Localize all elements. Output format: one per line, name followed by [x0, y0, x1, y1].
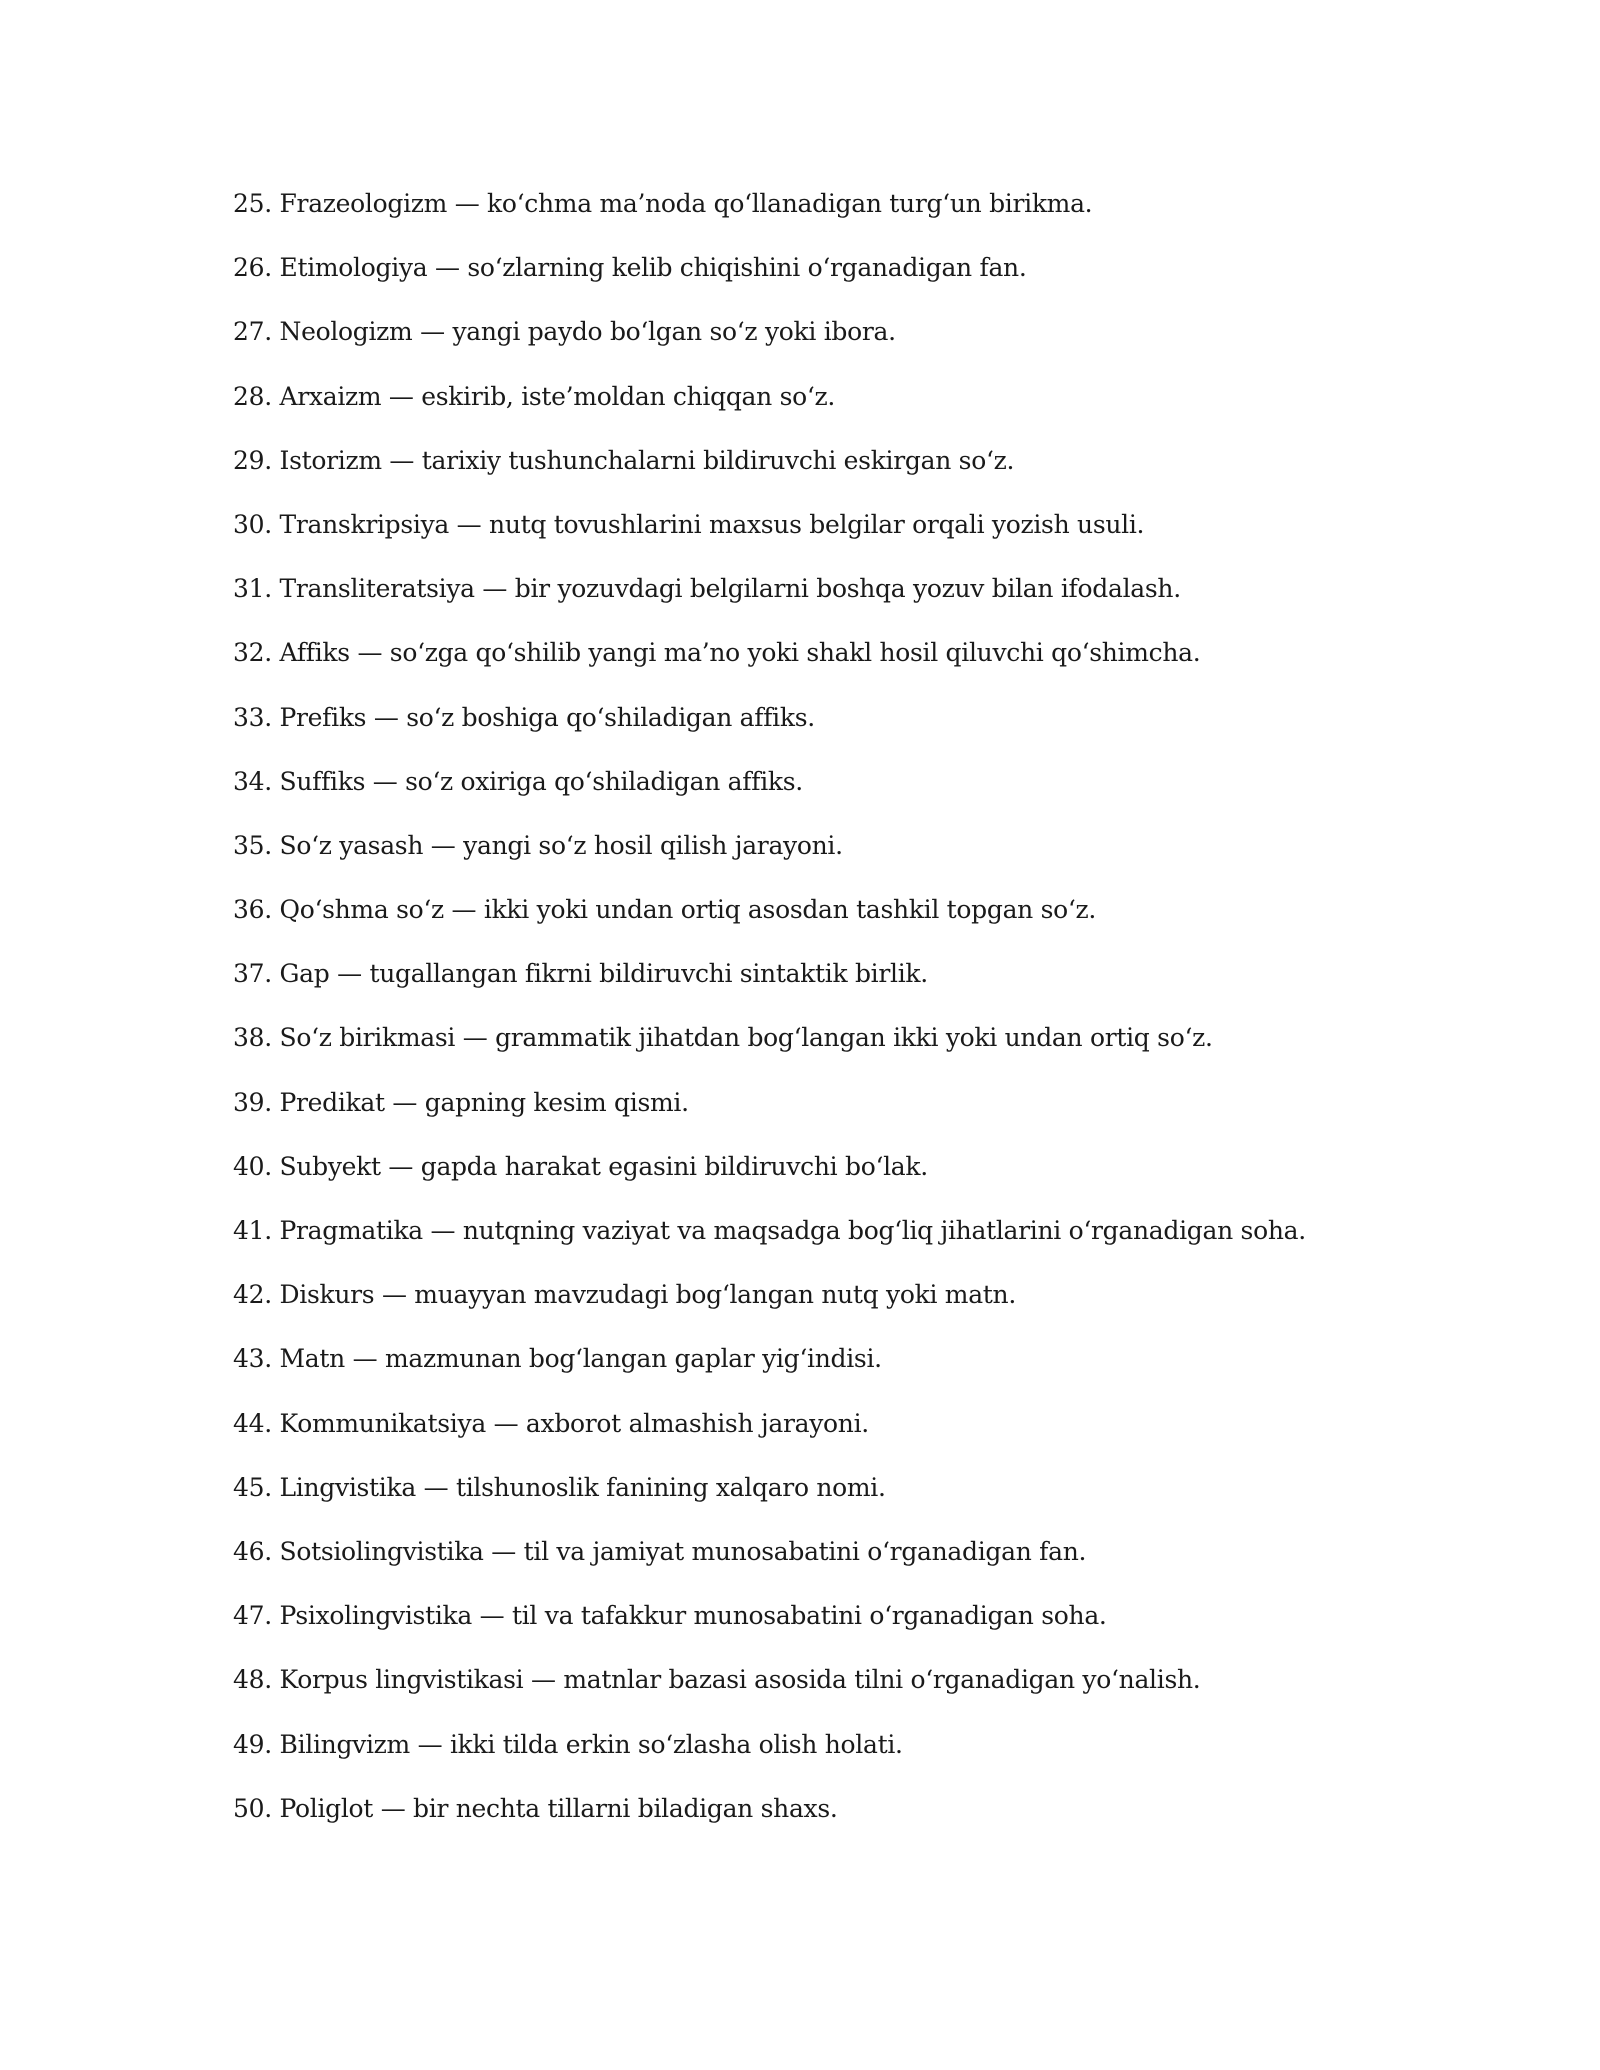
list-item: 34. Suffiks — so‘z oxiriga qo‘shiladigan affiks.	[233, 766, 803, 796]
list-item: 29. Istorizm — tarixiy tushunchalarni bildiruvchi eskirgan so‘z.	[233, 445, 1015, 475]
list-item: 33. Prefiks — so‘z boshiga qo‘shiladigan affiks.	[233, 702, 815, 732]
list-item: 38. So‘z birikmasi — grammatik jihatdan bog‘langan ikki yoki undan ortiq so‘z.	[233, 1023, 1213, 1053]
list-item: 30. Transkripsiya — nutq tovushlarini maxsus belgilar orqali yozish usuli.	[233, 509, 1145, 539]
list-item: 49. Bilingvizm — ikki tilda erkin so‘zlasha olish holati.	[233, 1729, 903, 1759]
list-item: 48. Korpus lingvistikasi — matnlar bazasi asosida tilni o‘rganadigan yo‘nalish.	[233, 1665, 1201, 1695]
list-item: 39. Predikat — gapning kesim qismi.	[233, 1087, 689, 1117]
list-item: 25. Frazeologizm — ko‘chma ma’noda qo‘llanadigan turg‘un birikma.	[233, 189, 1093, 218]
glossary-list	[233, 180, 1433, 1849]
list-item: 50. Poliglot — bir nechta tillarni biladigan shaxs.	[233, 1793, 838, 1823]
list-item: 43. Matn — mazmunan bog‘langan gaplar yig‘indisi.	[233, 1344, 882, 1374]
list-item: 44. Kommunikatsiya — axborot almashish jarayoni.	[233, 1408, 869, 1438]
list-item: 31. Transliteratsiya — bir yozuvdagi belgilarni boshqa yozuv bilan ifodalash.	[233, 574, 1181, 604]
list-item: 45. Lingvistika — tilshunoslik fanining xalqaro nomi.	[233, 1472, 886, 1502]
list-item: 42. Diskurs — muayyan mavzudagi bog‘langan nutq yoki matn.	[233, 1280, 1017, 1310]
list-item: 41. Pragmatika — nutqning vaziyat va maqsadga bog‘liq jihatlarini o‘rganadigan soha.	[233, 1216, 1306, 1245]
list-item: 40. Subyekt — gapda harakat egasini bildiruvchi bo‘lak.	[233, 1151, 928, 1181]
list-item: 47. Psixolingvistika — til va tafakkur munosabatini o‘rganadigan soha.	[233, 1601, 1107, 1631]
list-item: 35. So‘z yasash — yangi so‘z hosil qilish jarayoni.	[233, 830, 843, 860]
list-item: 32. Affiks — so‘zga qo‘shilib yangi ma’no yoki shakl hosil qiluvchi qo‘shimcha.	[233, 638, 1201, 668]
list-item: 27. Neologizm — yangi paydo bo‘lgan so‘z yoki ibora.	[233, 317, 896, 347]
list-item: 46. Sotsiolingvistika — til va jamiyat munosabatini o‘rganadigan fan.	[233, 1536, 1087, 1566]
list-item: 36. Qo‘shma so‘z — ikki yoki undan ortiq asosdan tashkil topgan so‘z.	[233, 895, 1097, 925]
list-item: 37. Gap — tugallangan fikrni bildiruvchi sintaktik birlik.	[233, 959, 928, 989]
list-item: 28. Arxaizm — eskirib, iste’moldan chiqqan so‘z.	[233, 381, 836, 411]
list-item: 26. Etimologiya — so‘zlarning kelib chiqishini o‘rganadigan fan.	[233, 253, 1027, 283]
